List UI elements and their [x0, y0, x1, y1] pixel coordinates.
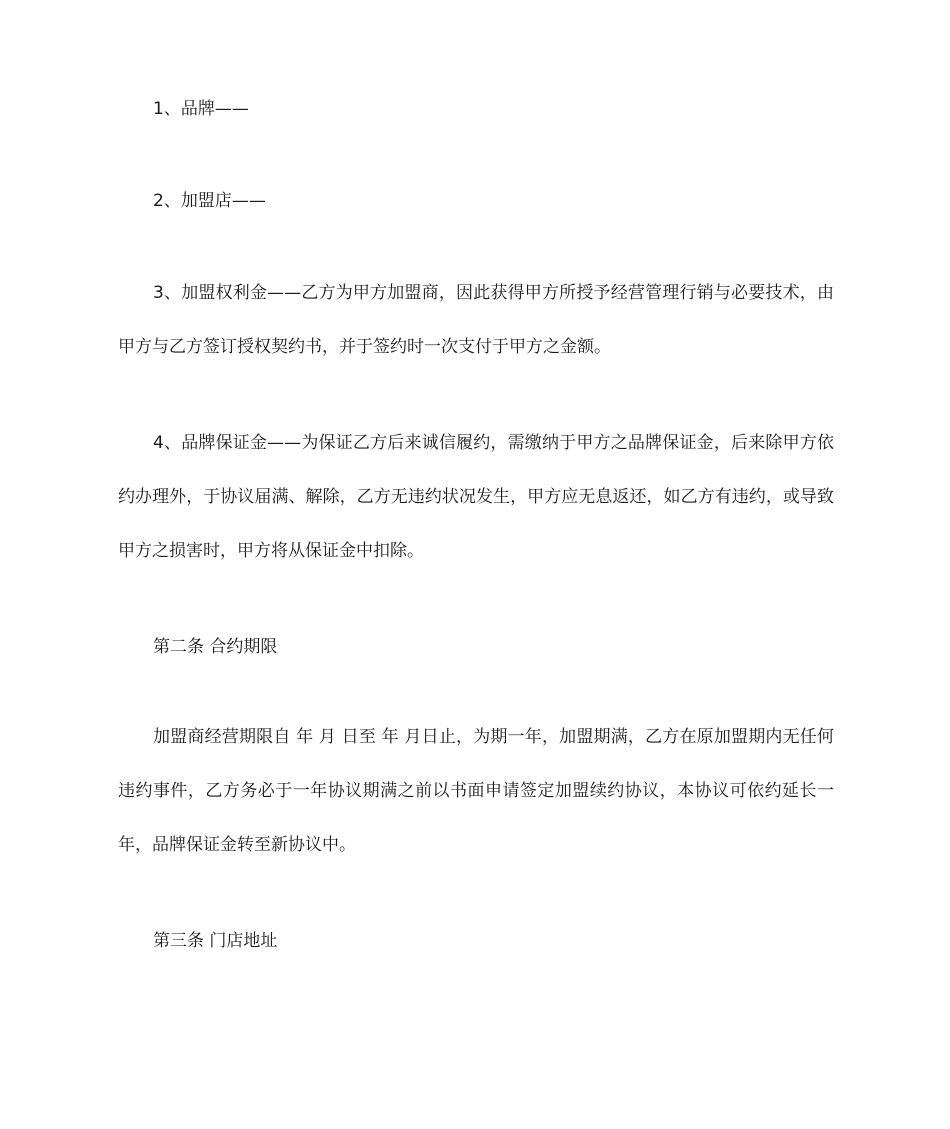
article-2-heading: 第二条 合约期限	[153, 637, 278, 657]
definition-franchise-store: 2、加盟店——	[153, 191, 266, 211]
definition-brand-deposit: 4、品牌保证金——为保证乙方后来诚信履约，需缴纳于甲方之品牌保证金，后来除甲方依约办理外，于协议届满、解除，乙方无违约状况发生，甲方应无息返还，如乙方有违约，或导致甲方之损害时，甲方将从保证金中扣除。	[118, 433, 834, 561]
definition-franchise-fee: 3、加盟权利金——乙方为甲方加盟商，因此获得甲方所授予经营管理行销与必要技术，由甲方与乙方签订授权契约书，并于签约时一次支付于甲方之金额。	[118, 283, 834, 357]
article-3-heading: 第三条 门店地址	[153, 931, 278, 951]
article-2-body: 加盟商经营期限自 年 月 日至 年 月日止，为期一年，加盟期满，乙方在原加盟期内无任何违约事件，乙方务必于一年协议期满之前以书面申请签定加盟续约协议，本协议可依约延长一年，品牌保证金转至新协议中。	[118, 727, 834, 855]
definition-brand: 1、品牌——	[153, 99, 249, 119]
